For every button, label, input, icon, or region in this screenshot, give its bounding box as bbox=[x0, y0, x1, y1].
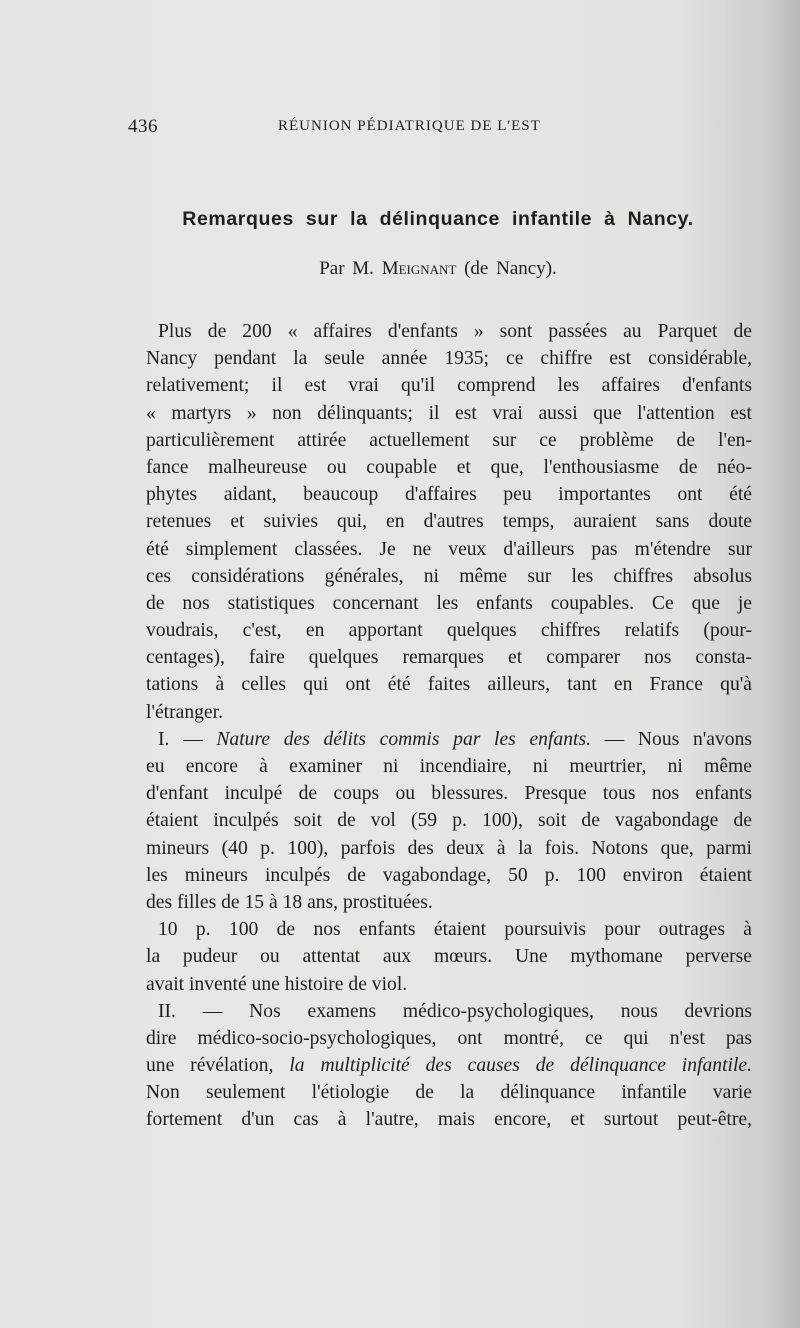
text-line: la pudeur ou attentat aux mœurs. Une mythomane perverse bbox=[146, 946, 752, 968]
text-line: d'enfant inculpé de coups ou blessures. Presque tous nos enfants bbox=[146, 783, 752, 805]
text-line: fortement d'un cas à l'autre, mais encore, et surtout peut-être, bbox=[146, 1109, 752, 1131]
text-line: avait inventé une histoire de viol. bbox=[146, 973, 408, 995]
text-line: centages), faire quelques remarques et comparer nos consta- bbox=[146, 647, 752, 669]
article-title: Remarques sur la délinquance infantile à Nancy. bbox=[182, 208, 694, 230]
byline-author: Meignant bbox=[381, 258, 457, 279]
text-line: 10 p. 100 de nos enfants étaient poursuivis pour outrages à bbox=[158, 919, 752, 941]
text-line: été simplement classées. Je ne veux d'ailleurs pas m'étendre sur bbox=[146, 538, 752, 560]
article-body bbox=[146, 318, 752, 1134]
byline-suffix: (de Nancy). bbox=[464, 258, 557, 279]
page-number: 436 bbox=[128, 116, 158, 137]
page-header bbox=[128, 116, 748, 140]
text-line: mineurs (40 p. 100), parfois des deux à la fois. Notons que, parmi bbox=[146, 837, 752, 859]
text-line bbox=[146, 726, 752, 753]
text-line: relativement; il est vrai qu'il comprend les affaires d'enfants bbox=[146, 375, 752, 397]
text-line: ces considérations générales, ni même sur les chiffres absolus bbox=[146, 565, 752, 587]
text-line: « martyrs » non délinquants; il est vrai aussi que l'attention est bbox=[146, 402, 752, 424]
text-run: — Nous n'avons bbox=[590, 728, 752, 750]
text-line bbox=[146, 1052, 752, 1079]
paragraph-4 bbox=[146, 998, 752, 1134]
text-line: l'étranger. bbox=[146, 701, 223, 723]
section-number: I. — bbox=[158, 728, 217, 750]
section-heading: Nature des délits commis par les enfants. bbox=[216, 728, 591, 750]
paragraph-3 bbox=[146, 916, 752, 998]
text-line: particulièrement attirée actuellement sur ce problème de l'en- bbox=[146, 429, 752, 451]
text-line: de nos statistiques concernant les enfants coupables. Ce que je bbox=[146, 592, 752, 614]
text-line: fance malheureuse ou coupable et que, l'enthousiasme de néo- bbox=[146, 456, 752, 478]
text-line: phytes aidant, beaucoup d'affaires peu importantes ont été bbox=[146, 484, 752, 506]
text-line: tations à celles qui ont été faites ailleurs, tant en France qu'à bbox=[146, 674, 752, 696]
paragraph-1 bbox=[146, 318, 752, 726]
text-line: dire médico-socio-psychologiques, ont montré, ce qui n'est pas bbox=[146, 1027, 752, 1049]
byline bbox=[128, 258, 748, 280]
text-line: retenues et suivies qui, en d'autres temps, auraient sans doute bbox=[146, 511, 752, 533]
paragraph-2 bbox=[146, 726, 752, 916]
byline-prefix: Par M. bbox=[319, 258, 374, 279]
text-line: eu encore à examiner ni incendiaire, ni meurtrier, ni même bbox=[146, 756, 752, 777]
text-line: II. — Nos examens médico-psychologiques, nous devrions bbox=[158, 1000, 752, 1022]
text-line: des filles de 15 à 18 ans, prostituées. bbox=[146, 891, 433, 913]
text-line: Non seulement l'étiologie de la délinquance infantile varie bbox=[146, 1082, 752, 1104]
text-line: voudrais, c'est, en apportant quelques chiffres relatifs (pour- bbox=[146, 620, 752, 642]
text-line: les mineurs inculpés de vagabondage, 50 p. 100 environ étaient bbox=[146, 864, 752, 886]
text-line: Nancy pendant la seule année 1935; ce chiffre est considérable, bbox=[146, 348, 752, 370]
text-line: étaient inculpés soit de vol (59 p. 100), soit de vagabondage de bbox=[146, 810, 752, 832]
text-line: Plus de 200 « affaires d'enfants » sont passées au Parquet de bbox=[158, 321, 752, 342]
text-run: une révélation, bbox=[146, 1055, 290, 1077]
emphasized-phrase: la multiplicité des causes de délinquance infantile. bbox=[289, 1055, 752, 1077]
running-head: RÉUNION PÉDIATRIQUE DE L'EST bbox=[278, 118, 541, 134]
